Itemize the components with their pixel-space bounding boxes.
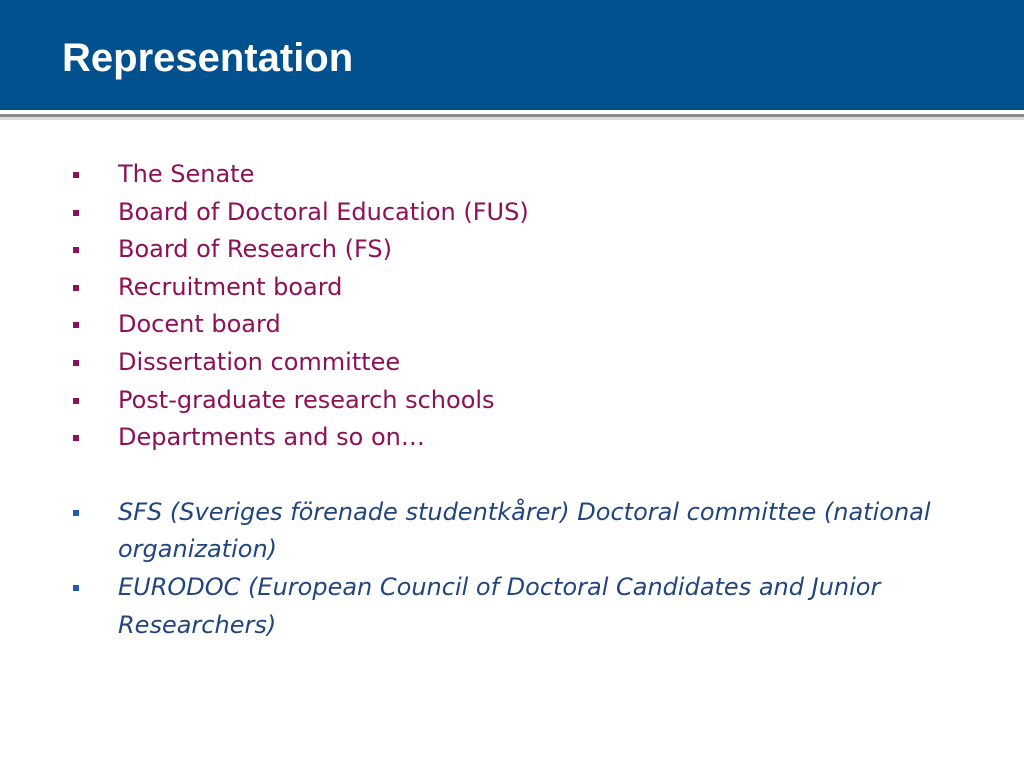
square-bullet-icon (73, 360, 79, 366)
square-bullet-icon (73, 247, 79, 253)
bullet-item-dissertation-committee (72, 344, 972, 382)
bullet-list (72, 156, 972, 644)
bullet-item-sfs (72, 494, 968, 569)
bullet-text: EURODOC (European Council of Doctoral Candidates and Junior Researchers) (118, 572, 881, 639)
bullet-text: The Senate (118, 160, 255, 188)
bullet-item-eurodoc (72, 569, 968, 644)
bullet-item-fs (72, 231, 972, 269)
square-bullet-icon (73, 398, 79, 404)
secondary-group (72, 494, 972, 644)
bullet-item-fus (72, 194, 972, 232)
square-bullet-icon (73, 172, 79, 178)
bullet-item-docent-board (72, 306, 972, 344)
bullet-item-senate (72, 156, 972, 194)
square-bullet-icon (73, 285, 79, 291)
bullet-text: Board of Research (FS) (118, 235, 392, 264)
bullet-item-recruitment-board (72, 269, 972, 307)
bullet-item-departments (72, 419, 972, 457)
bullet-item-research-schools (72, 382, 972, 420)
square-bullet-icon (73, 322, 79, 328)
bullet-text: Dissertation committee (118, 347, 401, 376)
bullet-text: Board of Doctoral Education (FUS) (118, 197, 529, 226)
square-bullet-icon (73, 210, 79, 216)
bullet-text: SFS (Sveriges förenade studentkårer) Doctoral committee (national organization) (118, 497, 931, 564)
square-bullet-icon (73, 585, 79, 591)
square-bullet-icon (73, 510, 79, 516)
header-divider-shadow (0, 117, 1024, 120)
square-bullet-icon (73, 435, 79, 441)
slide-title: Representation (62, 36, 354, 80)
list-spacer (72, 457, 972, 494)
bullet-text: Departments and so on… (118, 423, 425, 452)
bullet-text: Post-graduate research schools (118, 385, 495, 414)
bullet-text: Docent board (118, 310, 281, 339)
primary-group (72, 156, 972, 457)
bullet-text: Recruitment board (118, 272, 343, 301)
